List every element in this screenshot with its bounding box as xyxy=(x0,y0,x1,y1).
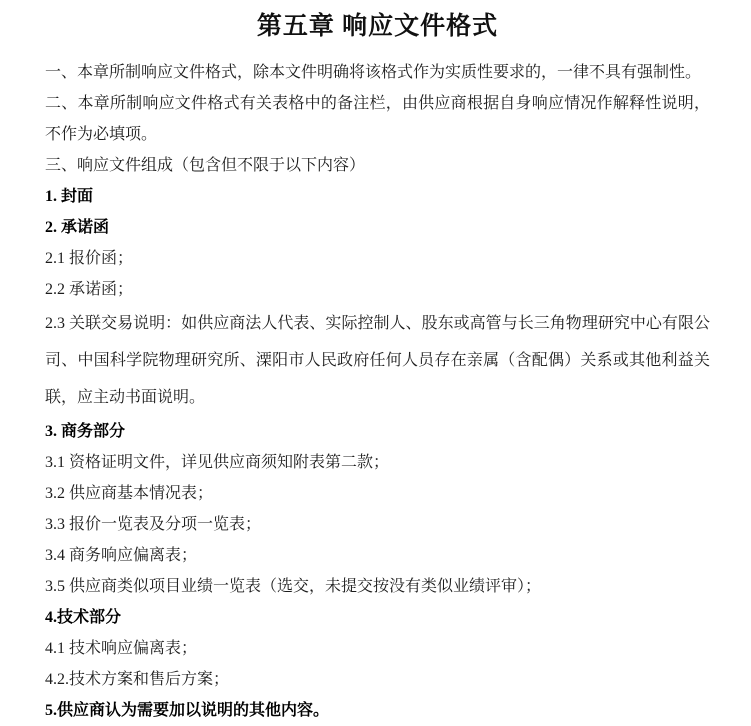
heading-section-3-business: 3. 商务部分 xyxy=(45,423,126,440)
item-3-1: 3.1 资格证明文件，详见供应商须知附表第二款； xyxy=(45,454,390,471)
heading-section-4-technical: 4.技术部分 xyxy=(45,609,122,626)
item-3-5: 3.5 供应商类似项目业绩一览表（选交，未提交按没有类似业绩评审）； xyxy=(45,578,542,595)
item-4-1: 4.1 技术响应偏离表； xyxy=(45,640,198,657)
item-3-4: 3.4 商务响应偏离表； xyxy=(45,547,198,564)
item-4-2: 4.2.技术方案和售后方案； xyxy=(45,671,230,688)
heading-section-2-commitment: 2. 承诺函 xyxy=(45,219,110,236)
item-3-2: 3.2 供应商基本情况表； xyxy=(45,485,214,502)
paragraph-intro-3: 三、响应文件组成（包含但不限于以下内容） xyxy=(45,157,366,174)
page-title: 第五章 响应文件格式 xyxy=(256,13,499,40)
heading-section-5-other: 5.供应商认为需要加以说明的其他内容。 xyxy=(45,702,330,719)
item-2-1: 2.1 报价函； xyxy=(45,250,134,267)
item-2-2: 2.2 承诺函； xyxy=(45,281,134,298)
item-2-3: 2.3 关联交易说明：如供应商法人代表、实际控制人、股东或高管与长三角物理研究中心有限公司、中国科学院物理研究所、溧阳市人民政府任何人员存在亲属（含配偶）关系或其他利益关联，应主动书面说明。 xyxy=(45,315,710,406)
heading-section-1-cover: 1. 封面 xyxy=(45,188,94,205)
item-3-3: 3.3 报价一览表及分项一览表； xyxy=(45,516,262,533)
paragraph-intro-2: 二、本章所制响应文件格式有关表格中的备注栏，由供应商根据自身响应情况作解释性说明，不作为必填项。 xyxy=(45,95,710,143)
paragraph-intro-1: 一、本章所制响应文件格式，除本文件明确将该格式作为实质性要求的，一律不具有强制性。 xyxy=(45,64,702,81)
